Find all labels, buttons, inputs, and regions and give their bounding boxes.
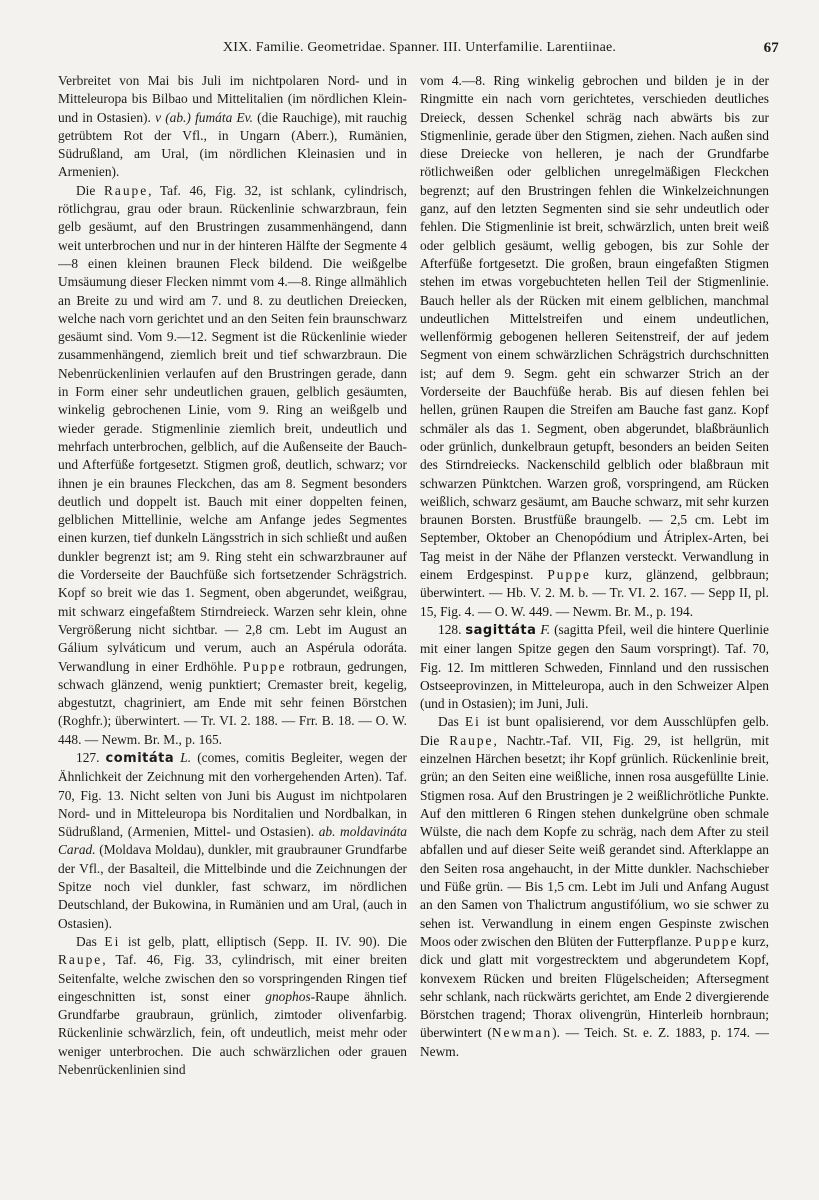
spaced-term-ei: Ei <box>104 933 121 949</box>
spaced-term-puppe: Puppe <box>694 933 739 949</box>
spaced-term-raupe: Raupe <box>449 732 494 748</box>
variety-name: v (ab.) fumáta Ev. <box>155 109 253 125</box>
species-author: L. <box>180 749 192 765</box>
paragraph-species-127: 127. comitáta L. (comes, comitis Begleiter, wegen der Ähnlichkeit der Zeichnung mit den vorhergehenden Arten). Taf. 70, Fig. 13. Nicht selten von Juni bis August im nichtpolaren Nord- und in Mitteleuropa bis Norditalien und Nordbalkan, in Südrußland, (Armenien, Mittel- und Ostasien). ab. moldavináta Carad. (Moldava Moldau), dunkler, mit graubrauner Grundfarbe der Vfl., der Basalteil, die Mittelbinde und die Zeichnungen der Spitze noch viel dunkler, fast schwarz, im nördlichen Deutschland, der Bukowina, in Rumänien und am Ural, (auch in Ostasien). <box>58 749 407 931</box>
right-column <box>420 72 769 1187</box>
genus-ref-gnophos: gnophos <box>265 988 311 1004</box>
spaced-term-raupe: Raupe <box>103 182 149 198</box>
spaced-term-newman: Newman <box>491 1025 553 1041</box>
page-number: 67 <box>763 40 779 56</box>
spaced-term-raupe: Raupe <box>58 952 103 968</box>
paragraph-egg-larva-127: Das Ei ist gelb, platt, elliptisch (Sepp. II. IV. 90). Die Raupe, Taf. 46, Fig. 33, cylindrisch, mit einer breiten Seitenfalte, welche zwischen den so vorspringenden Ringen tief eingeschnitten ist, sonst einer gnophos-Raupe ähnlich. Grundfarbe graubraun, grünlich, zimtoder olivenfarbig. Rückenlinie schwärzlich, fein, oft undeutlich, meist mehr oder weniger unterbrochen. Die auch schwärzlichen oder grauen Nebenrückenlinien sind <box>58 933 407 1078</box>
species-author: F. <box>540 621 551 637</box>
spaced-term-ei: Ei <box>464 714 481 730</box>
paragraph-larva-continued: vom 4.—8. Ring winkelig gebrochen und bilden je in der Ringmitte ein nach vorn gerichtetes, verschieden deutliches Dreieck, dessen Schenkel schräg nach abwärts bis zur Stigmenlinie, gerade über den Stigmen, ziehen. Nach außen sind diese Dreiecke von helleren, je nach der Grundfarbe rötlichweißen oder gelblichen unregelmäßigen Fleckchen begrenzt; auf den Brustringen fehlen die Winkelzeichnungen ganz, auf den letzten Segmenten sind sie sehr undeutlich oder fehlen. Die Stigmenlinie ist breit, schwärzlich, unten breit weiß oder gelblich gesäumt, wellig gebogen, bis zur Sohle der Afterfüße fortgesetzt. Die großen, braun eingefaßten Stigmen stehen im etwas vorgebuchteten hellen Teil der Stigmenlinie. Bauch heller als der Rücken mit einem gelblichen, manchmal undeutlichen Mittelstreifen und einem undeutlichen, wellenförmig gebogenen helleren Seitenstreif, der auf jedem Segment von einem schwärzlichen Schrägstrich durchschnitten ist; auf dem 9. Segm. geht ein schwarzer Strich an der Vorderseite der Bauchfüße herab. Bis auf diesen fehlen bei hellen, grünen Raupen die Streifen am Bauche fast ganz. Kopf schmäler als das 1. Segment, oben abgerundet, blaßbräunlich oder grünlich, dunkelbraun getupft, besonders an beiden Seiten des Stirndreiecks. Nackenschild gelblich oder blaßbraun mit schwarzen Pünktchen. Warzen groß, vorspringend, am Rücken weißlich, schwarz gesäumt, am Bauche schwarz, mit sehr kurzen braunen Borsten. Brustfüße braungelb. — 2,5 cm. Lebt im September, Oktober an Chenopódium und Átriplex-Arten, bei Tag meist in der Nähe der Pflanzen versteckt. Verwandlung in einem Erdgespinst. Puppe kurz, glänzend, gelbbraun; überwintert. — Hb. V. 2. M. b. — Tr. VI. 2. 167. — Sepp II, pl. 15, Fig. 4. — O. W. 449. — Newm. Br. M., p. 194. <box>420 73 769 619</box>
page-header <box>60 40 779 64</box>
spaced-term-puppe: Puppe <box>242 658 287 674</box>
species-number: 128. <box>438 621 462 637</box>
species-name-sagittata: sagittáta <box>465 622 537 638</box>
aberration-name: ab. moldavináta Carad. <box>58 824 407 858</box>
running-title: XIX. Familie. Geometridae. Spanner. III. Unterfamilie. Larentiinae. <box>222 40 617 55</box>
spaced-term-puppe: Puppe <box>547 567 591 583</box>
paragraph-egg-larva-128: Das Ei ist bunt opalisierend, vor dem Ausschlüpfen gelb. Die Raupe, Nachtr.-Taf. VII, Fig. 29, ist hellgrün, mit einzelnen Härchen besetzt; ihr Kopf grünlich. Rückenlinie breit, grün; an den Seiten eine weißliche, innen rosa ausgefüllte Linie. Stigmen rosa. Auf den Brustringen je 2 weißlichrötliche Punkte. Auf den mittleren 6 Ringen stehen dunkelgrüne oben schmale Wülste, die nach dem Kopfe zu schräg, nach dem After zu steil abfallen und auf dieser Seite weiß gerandet sind. Afterklappe an den Seiten rosa angehaucht, in der Mitte dunkler. Nachschieber und Füße grün. — Bis 1,5 cm. Lebt im Juli und Anfang August an den Samen von Thalictrum angustifólium, wo sie schwer zu sehen ist. Verwandlung in einem engen Gespinste zwischen Moos oder zwischen den Blüten der Futterpflanze. Puppe kurz, dick und glatt mit vorgestrecktem und abgerundetem Kopf, konvexem Rücken und breiten Flügelscheiden; Aftersegment sehr schlank, nach rückwärts gerichtet, am Ende 2 divergierende Börstchen tragend; Thorax olivengrün, Hinterleib hornbraun; überwintert (Newman). — Teich. St. e. Z. 1883, p. 174. — Newm. <box>420 714 769 1059</box>
species-number: 127. <box>76 749 100 765</box>
left-column <box>58 72 407 1187</box>
paragraph-distribution: Verbreitet von Mai bis Juli im nichtpolaren Nord- und in Mitteleuropa bis Bilbao und Mittelitalien (im nördlichen Klein- und in Ostasien). v (ab.) fumáta Ev. (die Rauchige), mit rauchig getrübtem Rot der Vfl., in Ungarn (Aberr.), Rumänien, Südrußland, am Ural, (im nördlichen Kleinasien und in Armenien). <box>58 73 407 180</box>
paragraph-larva: Die Raupe, Taf. 46, Fig. 32, ist schlank, cylindrisch, rötlichgrau, grau oder braun. Rückenlinie schwarzbraun, fein gelb gesäumt, auf den Brustringen zusammenhängend, dann weit unterbrochen und nur in der hinteren Hälfte der Segmente 4—8 einen kleinen braunen Fleck bildend. Die weißgelbe Umsäumung dieser Flecken nimmt vom 4.—8. Ringe allmählich an Breite zu und wird am 7. und 8. zu deutlichen Dreiecken, welche nach vorn gerichtet und an den Seiten fein braunschwarz gesäumt sind. Vom 9.—12. Segment ist die Rückenlinie wieder zusammenhängend, ziemlich breit und tief schwarzbraun. Die Nebenrückenlinien verlaufen auf den Brustringen gerade, dann in Form einer sehr undeutlichen grauen, gelblich gesäumten, winkelig gebrochenen Linie, vom 9. Ring an weißgelb und wieder gerade. Stigmenlinie ziemlich breit, undeutlich und mehrfach unterbrochen, gelblich, auf die Außenseite der Bauch- und Afterfüße fortgesetzt. Stigmen groß, deutlich, schwarz; vor ihnen je ein braunes Fleckchen, das am 8. Segment besonders deutlich und doppelt ist. Bauch mit einer doppelten feinen, gelblichen Mittellinie, welche am Anfange jedes Segmentes einen kurzen, tief dunkeln Längsstrich in sich schließt und außen dunkler begrenzt ist; am 9. Ring steht ein schwarzbrauner auf die Vorderseite der Bauchfüße sich fortsetzender Schrägstrich. Kopf so breit wie das 1. Segment, oben abgerundet, weißgrau, mit schwarz eingefaßtem Stirndreieck. Warzen sehr klein, ohne Vergrößerung nicht sichtbar. — 2,8 cm. Lebt im August an Gálium sylváticum und verum, auch an Aspérula odoráta. Verwandlung in einer Erdhöhle. Puppe rotbraun, gedrungen, schwach glänzend, wenig punktiert; Cremaster breit, kegelig, abgestutzt, chagriniert, am Ende mit sehr feinen Börstchen (Roghfr.); überwintert. — Tr. VI. 2. 188. — Frr. B. 18. — O. W. 448. — Newm. Br. M., p. 165. <box>58 182 407 747</box>
species-name-comitata: comitáta <box>105 750 175 766</box>
paragraph-species-128: 128. sagittáta F. (sagitta Pfeil, weil die hintere Querlinie mit einer langen Spitze gegen den Saum vorspringt). Taf. 70, Fig. 12. Im mittleren Schweden, Finnland und den russischen Ostseeprovinzen, in Mitteleuropa, auch in den Schweizer Alpen (und in Ostasien); im Juni, Juli. <box>420 621 769 712</box>
